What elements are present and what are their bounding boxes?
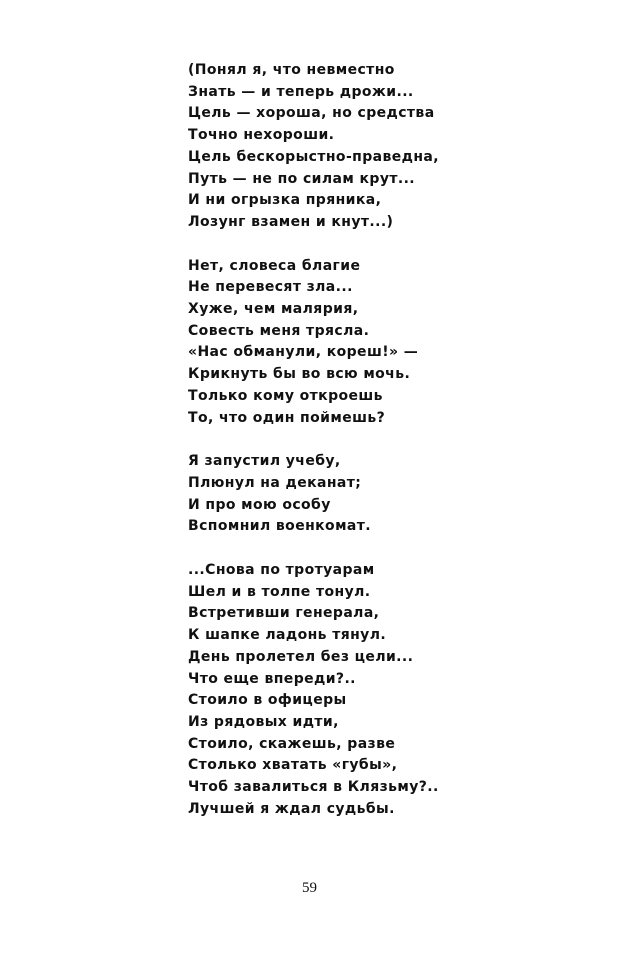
poem-line: Встретивши генерала, xyxy=(188,605,380,622)
poem-line: Путь — не по силам крут... xyxy=(188,170,416,187)
poem-line: Плюнул на деканат; xyxy=(188,474,362,491)
poem-line: То, что один поймешь? xyxy=(188,409,386,426)
poem-line: Только кому откроешь xyxy=(188,387,383,404)
poem-line: Крикнуть бы во всю мочь. xyxy=(188,366,411,383)
poem-line: Цель бескорыстно-праведна, xyxy=(188,148,439,165)
poem-text xyxy=(188,60,608,821)
poem-line: Вспомнил военкомат. xyxy=(188,518,372,535)
poem-line: Столько хватать «губы», xyxy=(188,757,398,774)
poem-line: Стоило в офицеры xyxy=(188,692,347,709)
poem-line: Знать — и теперь дрожи... xyxy=(188,83,414,100)
poem-line: ...Снова по тротуарам xyxy=(188,562,375,579)
page-number: 59 xyxy=(302,880,317,896)
stanza-1 xyxy=(188,60,608,234)
poem-line: День пролетел без цели... xyxy=(188,648,414,665)
poem-line: Чтоб завалиться в Клязьму?.. xyxy=(188,779,439,796)
poem-line: Шел и в толпе тонул. xyxy=(188,583,371,600)
poem-line: Из рядовых идти, xyxy=(188,713,339,730)
poem-line: И про мою особу xyxy=(188,496,331,513)
poem-line: Что еще впереди?.. xyxy=(188,670,356,687)
stanza-2 xyxy=(188,256,608,430)
stanza-4 xyxy=(188,560,608,820)
poem-line: Я запустил учебу, xyxy=(188,453,341,470)
poem-line: И ни огрызка пряника, xyxy=(188,192,382,209)
poem-line: Не перевесят зла... xyxy=(188,279,353,296)
poem-line: Лучшей я ждал судьбы. xyxy=(188,800,395,817)
poem-line: Нет, словеса благие xyxy=(188,257,361,274)
poem-line: Цель — хороша, но средства xyxy=(188,105,435,122)
poem-line: Стоило, скажешь, разве xyxy=(188,735,396,752)
poem-line: Лозунг взамен и кнут...) xyxy=(188,213,394,230)
stanza-3 xyxy=(188,451,608,538)
poem-line: «Нас обманули, кореш!» — xyxy=(188,344,419,361)
poem-line: Хуже, чем малярия, xyxy=(188,301,359,318)
poem-line: Точно нехороши. xyxy=(188,127,335,144)
poem-line: (Понял я, что невместно xyxy=(188,62,395,78)
poem-line: К шапке ладонь тянул. xyxy=(188,627,387,644)
poem-line: Совесть меня трясла. xyxy=(188,322,370,339)
